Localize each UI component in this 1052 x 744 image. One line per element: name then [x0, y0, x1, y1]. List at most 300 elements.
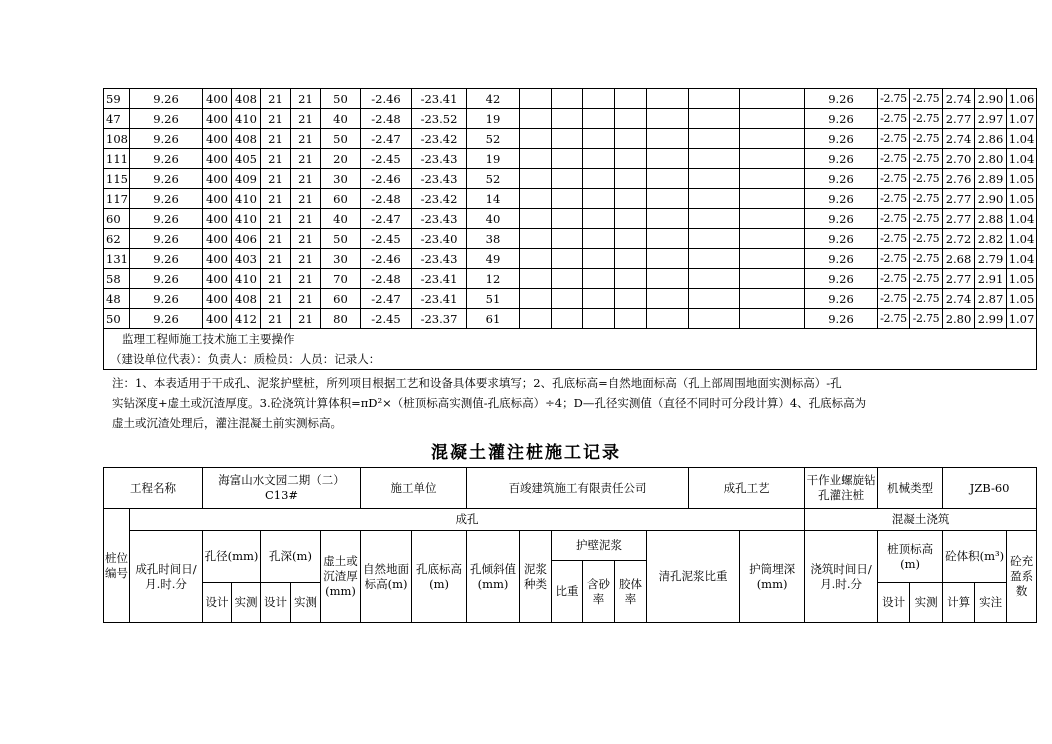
table-row: [104, 89, 1037, 109]
table-cell: 30: [321, 169, 361, 189]
table-cell: 9.26: [805, 149, 878, 169]
empty-cell: [583, 209, 615, 229]
table-cell: -23.43: [412, 149, 467, 169]
empty-cell: [520, 129, 552, 149]
table-cell: 2.88: [975, 209, 1007, 229]
table-cell: 9.26: [130, 89, 203, 109]
table-cell: -2.75: [910, 89, 943, 109]
table-cell: 400: [203, 129, 232, 149]
table-cell: 21: [291, 89, 321, 109]
table-cell: -2.48: [361, 189, 412, 209]
table-row: [104, 289, 1037, 309]
table-cell: 2.77: [943, 189, 975, 209]
table-cell: 48: [104, 289, 130, 309]
empty-cell: [647, 249, 689, 269]
table-cell: 9.26: [805, 229, 878, 249]
table-cell: 2.87: [975, 289, 1007, 309]
table-cell: 61: [467, 309, 520, 329]
note-line: 虚土或沉渣处理后，灌注混凝土前实测标高。: [112, 416, 342, 430]
empty-cell: [552, 189, 583, 209]
table-cell: 400: [203, 149, 232, 169]
empty-cell: [583, 129, 615, 149]
pour-group-header: 混凝土浇筑: [805, 509, 1037, 531]
empty-cell: [615, 149, 647, 169]
table-cell: 2.77: [943, 209, 975, 229]
table-cell: -2.75: [878, 249, 910, 269]
volume-header: 砼体积(m³): [943, 531, 1007, 583]
table-row: [104, 189, 1037, 209]
pour-time-header: 浇筑时间日/月.时.分: [805, 531, 878, 623]
depth-design: 设计: [261, 583, 291, 623]
table-cell: 1.05: [1007, 269, 1037, 289]
table-cell: 21: [261, 109, 291, 129]
volume-real: 实注: [975, 583, 1007, 623]
table-row: [104, 169, 1037, 189]
empty-cell: [583, 149, 615, 169]
table-cell: 70: [321, 269, 361, 289]
table-cell: 2.89: [975, 169, 1007, 189]
empty-cell: [740, 169, 805, 189]
table-cell: 400: [203, 109, 232, 129]
supervisor-line: 监理工程师施工技术施工主要操作: [104, 329, 1037, 350]
table-cell: -2.46: [361, 89, 412, 109]
table-cell: -2.75: [878, 209, 910, 229]
table-cell: 21: [291, 249, 321, 269]
machine-type-value: JZB-60: [943, 468, 1037, 509]
table-row: [104, 109, 1037, 129]
empty-cell: [647, 269, 689, 289]
empty-cell: [552, 249, 583, 269]
table-cell: 2.80: [975, 149, 1007, 169]
empty-cell: [689, 269, 740, 289]
diameter-actual: 实测: [232, 583, 261, 623]
empty-cell: [615, 229, 647, 249]
table-cell: 9.26: [130, 149, 203, 169]
table-cell: 80: [321, 309, 361, 329]
table-cell: 1.05: [1007, 189, 1037, 209]
project-name-value: 海富山水文园二期（二）C13#: [203, 468, 361, 509]
table-cell: 2.72: [943, 229, 975, 249]
table-cell: 40: [467, 209, 520, 229]
table-cell: 21: [261, 309, 291, 329]
table-cell: 19: [467, 149, 520, 169]
table-cell: 21: [261, 89, 291, 109]
table-cell: 131: [104, 249, 130, 269]
table-cell: 1.04: [1007, 129, 1037, 149]
table-cell: 40: [321, 209, 361, 229]
table-cell: 60: [321, 289, 361, 309]
table-cell: 21: [261, 189, 291, 209]
empty-cell: [740, 269, 805, 289]
table-cell: 1.04: [1007, 229, 1037, 249]
note-line: 实钻深度+虚土或沉渣厚度。3.砼浇筑计算体积=πD²×（桩顶标高实测值-孔底标高）÷4；D—孔径实测值（直径不同时可分段计算）4、孔底标高为: [112, 396, 867, 410]
table-cell: -2.75: [878, 269, 910, 289]
table-cell: 40: [321, 109, 361, 129]
table-cell: 19: [467, 109, 520, 129]
empty-cell: [647, 229, 689, 249]
bottom-elev-header: 孔底标高(m): [412, 531, 467, 623]
table-cell: -2.75: [910, 209, 943, 229]
depth-actual: 实测: [291, 583, 321, 623]
table-cell: 2.82: [975, 229, 1007, 249]
diameter-header: 孔径(mm): [203, 531, 261, 583]
table-row: [104, 309, 1037, 329]
table-cell: 400: [203, 309, 232, 329]
empty-cell: [689, 89, 740, 109]
empty-cell: [615, 269, 647, 289]
table-cell: -23.37: [412, 309, 467, 329]
table-cell: 9.26: [130, 189, 203, 209]
empty-cell: [647, 89, 689, 109]
table-cell: 21: [291, 269, 321, 289]
table-cell: -23.41: [412, 89, 467, 109]
table-cell: 21: [261, 169, 291, 189]
empty-cell: [520, 169, 552, 189]
document-title: 混凝土灌注桩施工记录: [431, 443, 621, 463]
empty-cell: [689, 149, 740, 169]
table-cell: 21: [291, 309, 321, 329]
table-cell: -2.75: [910, 189, 943, 209]
empty-cell: [647, 149, 689, 169]
table-cell: 2.99: [975, 309, 1007, 329]
empty-cell: [689, 229, 740, 249]
colloid-header: 胶体率: [615, 561, 647, 623]
table-row: [104, 209, 1037, 229]
table-cell: 412: [232, 309, 261, 329]
table-cell: 400: [203, 169, 232, 189]
table-cell: 9.26: [130, 249, 203, 269]
empty-cell: [647, 309, 689, 329]
table-cell: -23.40: [412, 229, 467, 249]
table-cell: -2.75: [878, 169, 910, 189]
table-cell: 21: [261, 149, 291, 169]
table-cell: 21: [261, 249, 291, 269]
empty-cell: [583, 289, 615, 309]
table-cell: 38: [467, 229, 520, 249]
empty-cell: [520, 89, 552, 109]
empty-cell: [615, 169, 647, 189]
table-cell: 400: [203, 269, 232, 289]
empty-cell: [615, 129, 647, 149]
time-header: 成孔时间日/月.时.分: [130, 531, 203, 623]
chengkong-group-header: 成孔: [130, 509, 805, 531]
casing-header: 护筒埋深(mm): [740, 531, 805, 623]
empty-cell: [520, 309, 552, 329]
pile-record-table-top: [103, 88, 1037, 370]
table-cell: 50: [104, 309, 130, 329]
empty-cell: [552, 229, 583, 249]
table-cell: 21: [261, 209, 291, 229]
table-cell: 21: [291, 129, 321, 149]
table-cell: 2.76: [943, 169, 975, 189]
empty-cell: [583, 229, 615, 249]
table-cell: -2.48: [361, 269, 412, 289]
table-cell: 9.26: [805, 169, 878, 189]
empty-cell: [689, 249, 740, 269]
process-value: 干作业螺旋钻孔灌注桩: [805, 468, 878, 509]
table-cell: 2.74: [943, 289, 975, 309]
table-cell: 1.04: [1007, 249, 1037, 269]
empty-cell: [520, 189, 552, 209]
empty-cell: [615, 189, 647, 209]
table-cell: -2.45: [361, 149, 412, 169]
empty-cell: [552, 129, 583, 149]
table-cell: 2.70: [943, 149, 975, 169]
depth-header: 孔深(m): [261, 531, 321, 583]
table-cell: 30: [321, 249, 361, 269]
table-cell: -2.75: [878, 149, 910, 169]
empty-cell: [552, 169, 583, 189]
empty-cell: [583, 249, 615, 269]
table-cell: -2.75: [910, 109, 943, 129]
empty-cell: [689, 289, 740, 309]
table-cell: 405: [232, 149, 261, 169]
table-cell: 9.26: [130, 289, 203, 309]
table-cell: 47: [104, 109, 130, 129]
sand-header: 含砂率: [583, 561, 615, 623]
table-cell: -2.45: [361, 309, 412, 329]
table-cell: 1.05: [1007, 289, 1037, 309]
table-cell: 2.90: [975, 189, 1007, 209]
table-cell: 21: [291, 169, 321, 189]
empty-cell: [520, 249, 552, 269]
table-cell: 2.80: [943, 309, 975, 329]
table-row: [104, 149, 1037, 169]
empty-cell: [740, 289, 805, 309]
table-cell: 21: [291, 209, 321, 229]
table-cell: 9.26: [130, 129, 203, 149]
table-cell: 9.26: [130, 169, 203, 189]
table-cell: 21: [291, 229, 321, 249]
diameter-design: 设计: [203, 583, 232, 623]
table-cell: 21: [261, 289, 291, 309]
table-cell: -2.45: [361, 229, 412, 249]
table-cell: -23.42: [412, 189, 467, 209]
empty-cell: [583, 89, 615, 109]
table-cell: 410: [232, 109, 261, 129]
table-cell: -2.46: [361, 169, 412, 189]
empty-cell: [583, 269, 615, 289]
table-cell: 410: [232, 189, 261, 209]
table-cell: 408: [232, 289, 261, 309]
top-table-body: [104, 89, 1037, 329]
mud-type-header: 泥浆种类: [520, 531, 552, 623]
table-cell: -23.43: [412, 209, 467, 229]
table-cell: 400: [203, 189, 232, 209]
table-cell: 9.26: [805, 129, 878, 149]
pile-record-table-header: [103, 467, 1037, 623]
table-cell: 400: [203, 289, 232, 309]
table-cell: 59: [104, 89, 130, 109]
empty-cell: [583, 169, 615, 189]
table-cell: 21: [291, 289, 321, 309]
pile-no-header: 桩位编号: [104, 509, 130, 623]
empty-cell: [740, 129, 805, 149]
table-cell: 50: [321, 89, 361, 109]
table-cell: 2.77: [943, 109, 975, 129]
table-cell: -2.46: [361, 249, 412, 269]
table-cell: 117: [104, 189, 130, 209]
table-cell: 2.68: [943, 249, 975, 269]
table-cell: 1.07: [1007, 109, 1037, 129]
table-cell: 12: [467, 269, 520, 289]
table-row: [104, 129, 1037, 149]
empty-cell: [520, 209, 552, 229]
table-cell: 409: [232, 169, 261, 189]
table-cell: 1.05: [1007, 169, 1037, 189]
table-cell: -2.75: [878, 129, 910, 149]
table-cell: -2.75: [910, 249, 943, 269]
empty-cell: [689, 109, 740, 129]
table-cell: 9.26: [805, 109, 878, 129]
table-cell: -23.41: [412, 289, 467, 309]
table-cell: -2.75: [910, 129, 943, 149]
table-cell: 2.79: [975, 249, 1007, 269]
table-cell: -2.47: [361, 209, 412, 229]
table-cell: 1.04: [1007, 209, 1037, 229]
empty-cell: [689, 189, 740, 209]
empty-cell: [689, 169, 740, 189]
table-cell: 58: [104, 269, 130, 289]
signature-line: （建设单位代表）：负责人：质检员：人员：记录人：: [104, 349, 1037, 370]
table-cell: -23.42: [412, 129, 467, 149]
table-cell: 60: [104, 209, 130, 229]
empty-cell: [552, 209, 583, 229]
empty-cell: [647, 209, 689, 229]
empty-cell: [647, 169, 689, 189]
table-cell: 51: [467, 289, 520, 309]
empty-cell: [583, 309, 615, 329]
empty-cell: [615, 289, 647, 309]
empty-cell: [552, 269, 583, 289]
table-cell: -2.75: [910, 169, 943, 189]
empty-cell: [740, 89, 805, 109]
table-cell: -2.75: [878, 289, 910, 309]
empty-cell: [615, 309, 647, 329]
table-cell: 60: [321, 189, 361, 209]
empty-cell: [552, 309, 583, 329]
table-cell: 9.26: [130, 209, 203, 229]
fill-coef-header: 砼充盈系数: [1007, 531, 1037, 623]
empty-cell: [520, 109, 552, 129]
table-cell: 9.26: [130, 109, 203, 129]
empty-cell: [520, 269, 552, 289]
empty-cell: [740, 109, 805, 129]
table-cell: 20: [321, 149, 361, 169]
empty-cell: [552, 289, 583, 309]
table-cell: 1.06: [1007, 89, 1037, 109]
table-cell: 52: [467, 129, 520, 149]
empty-cell: [689, 209, 740, 229]
empty-cell: [552, 109, 583, 129]
table-cell: 9.26: [805, 189, 878, 209]
table-cell: 408: [232, 129, 261, 149]
sediment-header: 虚土或沉渣厚(mm): [321, 531, 361, 623]
table-cell: 115: [104, 169, 130, 189]
project-name-label: 工程名称: [104, 468, 203, 509]
table-cell: 21: [261, 269, 291, 289]
table-cell: -23.41: [412, 269, 467, 289]
table-cell: 62: [104, 229, 130, 249]
table-cell: 9.26: [805, 289, 878, 309]
table-cell: 2.90: [975, 89, 1007, 109]
table-row: [104, 249, 1037, 269]
notes-block: [112, 373, 1012, 433]
table-cell: -2.47: [361, 289, 412, 309]
table-cell: 410: [232, 209, 261, 229]
construction-unit-label: 施工单位: [361, 468, 467, 509]
empty-cell: [689, 129, 740, 149]
table-cell: 42: [467, 89, 520, 109]
empty-cell: [552, 89, 583, 109]
table-cell: 2.97: [975, 109, 1007, 129]
empty-cell: [615, 109, 647, 129]
empty-cell: [583, 189, 615, 209]
table-cell: 9.26: [130, 269, 203, 289]
table-cell: 21: [291, 149, 321, 169]
table-cell: 406: [232, 229, 261, 249]
table-cell: 1.07: [1007, 309, 1037, 329]
table-cell: 9.26: [130, 309, 203, 329]
table-cell: 2.86: [975, 129, 1007, 149]
table-cell: -2.47: [361, 129, 412, 149]
table-cell: -23.52: [412, 109, 467, 129]
empty-cell: [520, 229, 552, 249]
top-elev-design: 设计: [878, 583, 910, 623]
machine-type-label: 机械类型: [878, 468, 943, 509]
table-cell: 21: [291, 189, 321, 209]
empty-cell: [520, 149, 552, 169]
table-cell: 2.74: [943, 129, 975, 149]
table-cell: 49: [467, 249, 520, 269]
empty-cell: [615, 209, 647, 229]
table-cell: 400: [203, 229, 232, 249]
empty-cell: [615, 89, 647, 109]
empty-cell: [647, 109, 689, 129]
empty-cell: [740, 209, 805, 229]
table-cell: -2.75: [878, 89, 910, 109]
table-cell: -2.48: [361, 109, 412, 129]
table-row: [104, 229, 1037, 249]
empty-cell: [740, 189, 805, 209]
table-cell: 108: [104, 129, 130, 149]
table-cell: 14: [467, 189, 520, 209]
table-cell: 50: [321, 229, 361, 249]
top-elev-header: 桩顶标高(m): [878, 531, 943, 583]
empty-cell: [520, 289, 552, 309]
empty-cell: [647, 129, 689, 149]
table-cell: 403: [232, 249, 261, 269]
table-cell: -23.43: [412, 249, 467, 269]
table-cell: -2.75: [910, 229, 943, 249]
table-cell: 9.26: [805, 309, 878, 329]
table-row: [104, 269, 1037, 289]
table-cell: -2.75: [910, 269, 943, 289]
table-cell: -2.75: [878, 109, 910, 129]
process-label: 成孔工艺: [689, 468, 805, 509]
empty-cell: [583, 109, 615, 129]
table-cell: 9.26: [805, 249, 878, 269]
table-cell: 400: [203, 209, 232, 229]
table-cell: 9.26: [130, 229, 203, 249]
volume-calc: 计算: [943, 583, 975, 623]
slope-header: 孔倾斜值(mm): [467, 531, 520, 623]
table-cell: 2.91: [975, 269, 1007, 289]
note-line: 注：1、本表适用于干成孔、泥浆护壁桩，所列项目根据工艺和设备具体要求填写；2、孔底标高=自然地面标高（孔上部周围地面实测标高）-孔: [112, 376, 842, 390]
empty-cell: [647, 289, 689, 309]
construction-unit-value: 百竣建筑施工有限责任公司: [467, 468, 689, 509]
table-cell: 2.74: [943, 89, 975, 109]
